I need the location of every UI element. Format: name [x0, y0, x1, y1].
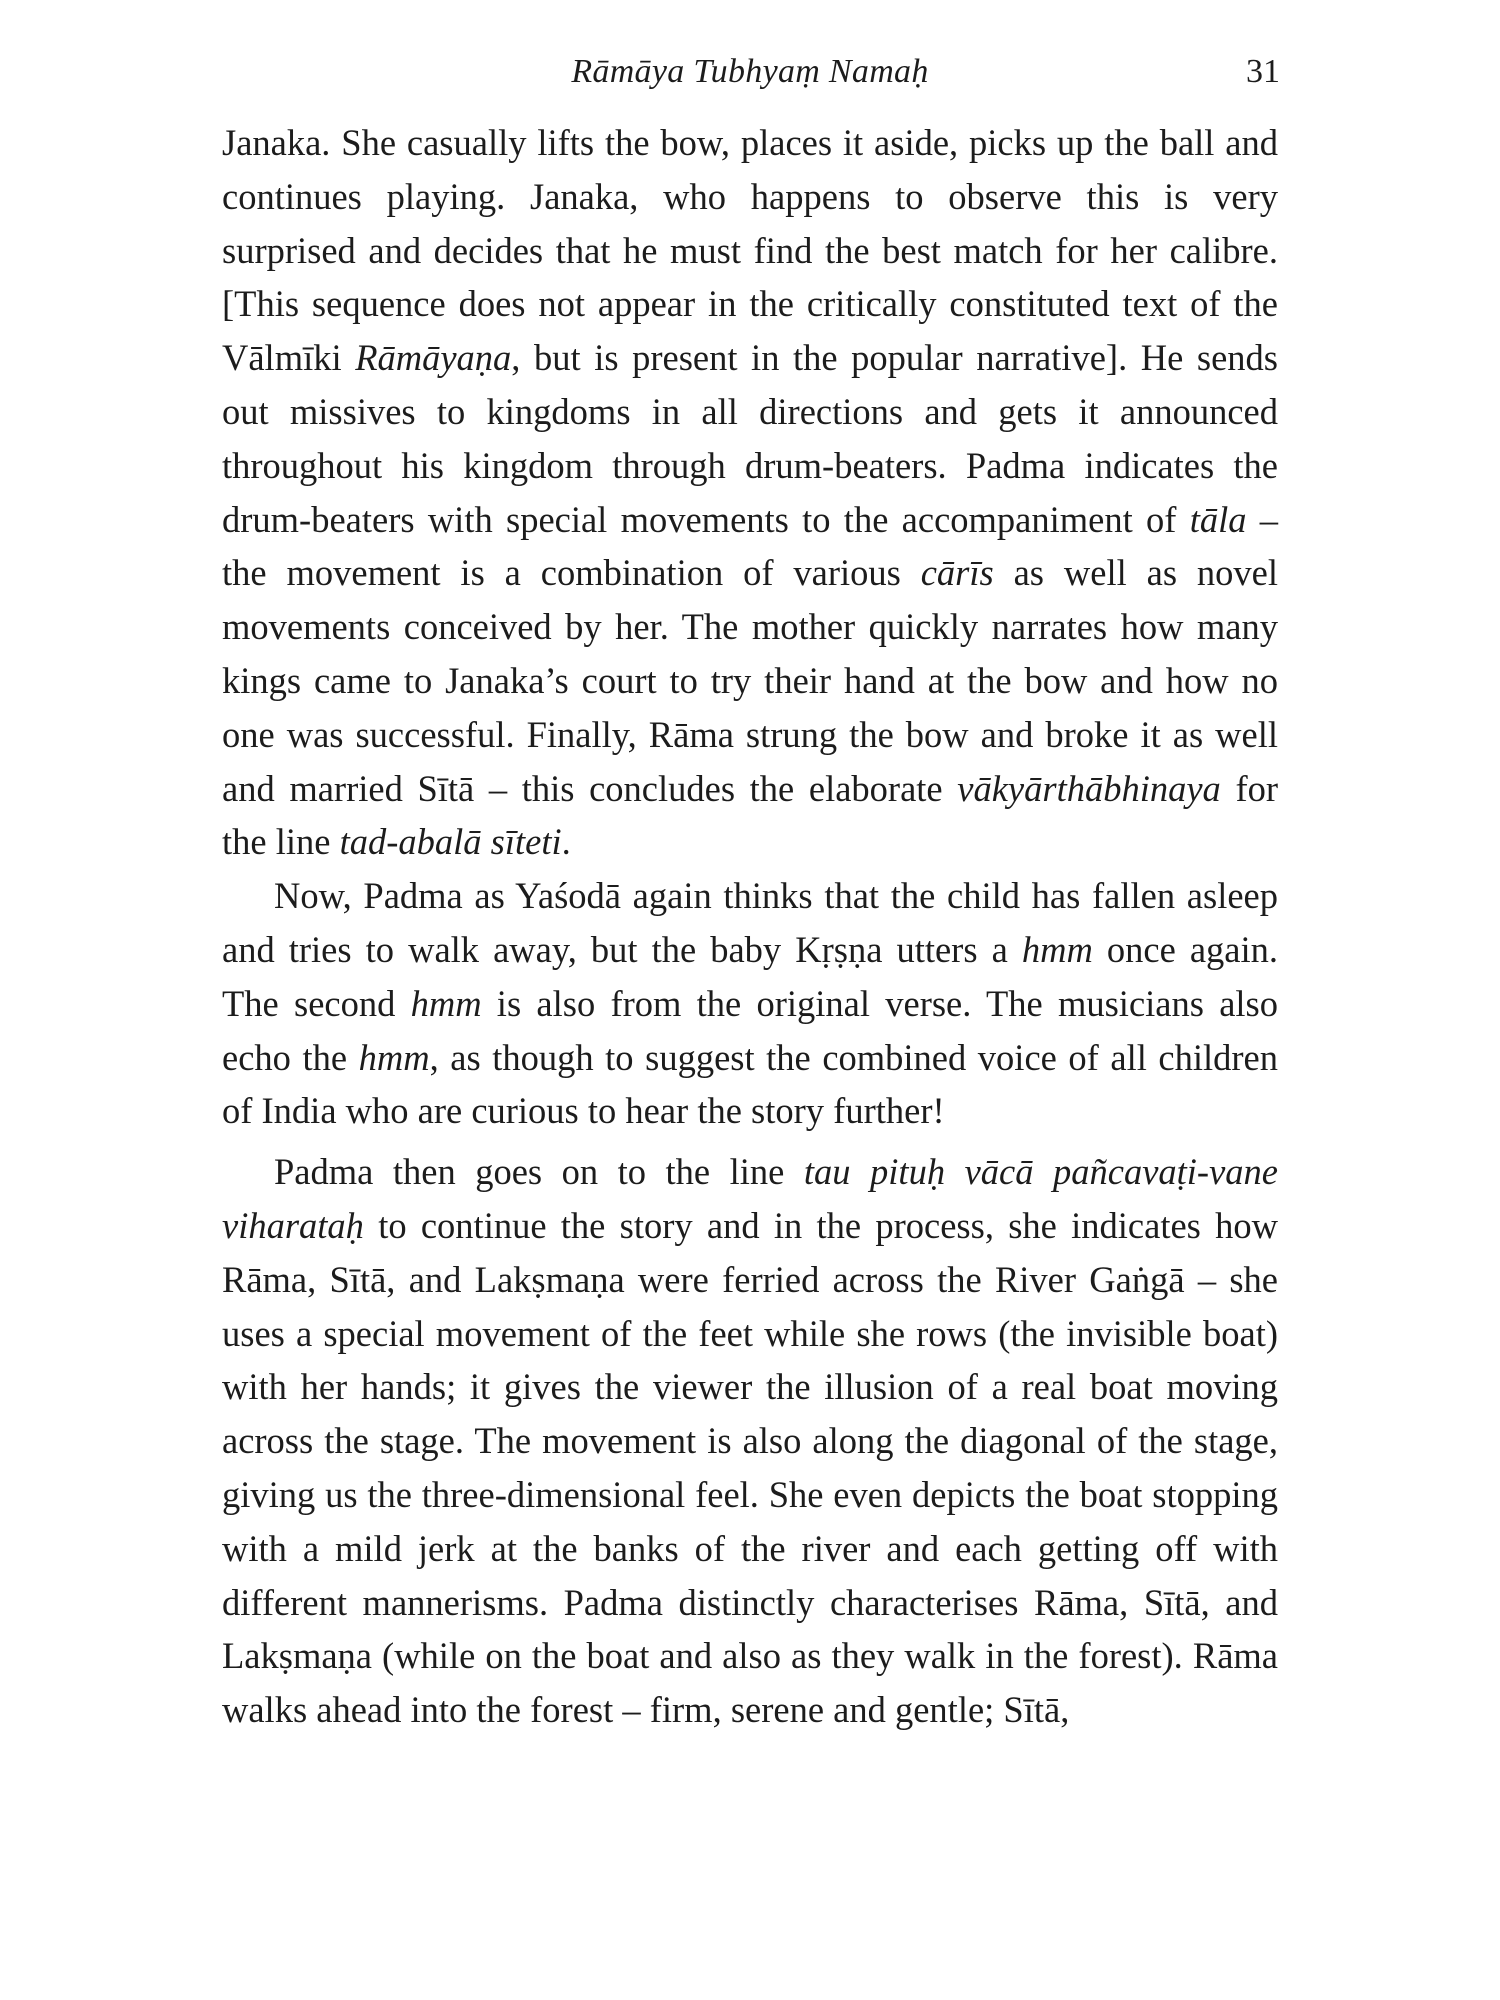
italic-term: Rāmāyaṇa [355, 337, 512, 379]
text-run: once again. The second [222, 928, 1278, 1024]
italic-term: tad-abalā sīteti [339, 821, 562, 863]
text-run: , as though to suggest the combined voice of all children of India who are curious to hear the story further! [222, 1036, 1278, 1132]
italic-term: vākyārthābhinaya [957, 767, 1221, 809]
running-header [0, 42, 1500, 102]
text-run: Padma then goes on to the line [274, 1151, 804, 1193]
running-title: Rāmāya Tubhyaṃ Namaḥ [571, 53, 929, 90]
paragraph-3 [222, 1145, 1278, 1737]
text-run: . [561, 821, 571, 863]
page-number: 31 [1246, 53, 1280, 90]
text-run: , but is present in the popular narrative]. He sends out missives to kingdoms in all directions and gets it announced throughout his kingdom through drum-beaters. Padma indicates the drum-beaters with special movements to the accompaniment of [222, 337, 1278, 540]
text-run: as well as novel movements conceived by her. The mother quickly narrates how many kings came to Janaka’s court to try their hand at the bow and how no one was successful. Finally, Rāma strung the bow and broke it as well and married Sītā – this concludes the elaborate [222, 552, 1278, 809]
italic-term: tāla [1189, 498, 1247, 540]
italic-term: hmm [410, 982, 482, 1024]
italic-term: cārīs [920, 552, 994, 594]
body-text [222, 116, 1278, 1737]
italic-term: hmm [1021, 928, 1093, 970]
italic-term: hmm [358, 1036, 430, 1078]
text-run: Now, Padma as Yaśodā again thinks that the child has fallen asleep and tries to walk away, but the baby Kṛṣṇa utters a [222, 875, 1278, 970]
italic-term: tau pituḥ vācā pañcavaṭi-vane viharataḥ [222, 1151, 1278, 1246]
paragraph-1 [222, 116, 1278, 869]
paragraph-2 [222, 869, 1278, 1138]
text-run: is also from the original verse. The musicians also echo the [222, 982, 1278, 1078]
text-run: for the line [222, 767, 1278, 863]
text-run: to continue the story and in the process, she indicates how Rāma, Sītā, and Lakṣmaṇa were ferried across the River Gaṅgā – she uses a special movement of the feet while she rows (the invisible boat) with her hands; it gives the viewer the illusion of a real boat moving across the stage. The movement is also along the diagonal of the stage, giving us the three-dimensional feel. She even depicts the boat stopping with a mild jerk at the banks of the river and each getting off with different mannerisms. Padma distinctly characterises Rāma, Sītā, and Lakṣmaṇa (while on the boat and also as they walk in the forest). Rāma walks ahead into the forest – firm, serene and gentle; Sītā, [222, 1204, 1278, 1731]
text-run: – the movement is a combination of various [222, 498, 1279, 594]
text-run: Janaka. She casually lifts the bow, places it aside, picks up the ball and continues playing. Janaka, who happens to observe this is very surprised and decides that he must find the best match for her calibre. [This sequence does not appear in the critically constituted text of the Vālmīki [222, 122, 1278, 379]
